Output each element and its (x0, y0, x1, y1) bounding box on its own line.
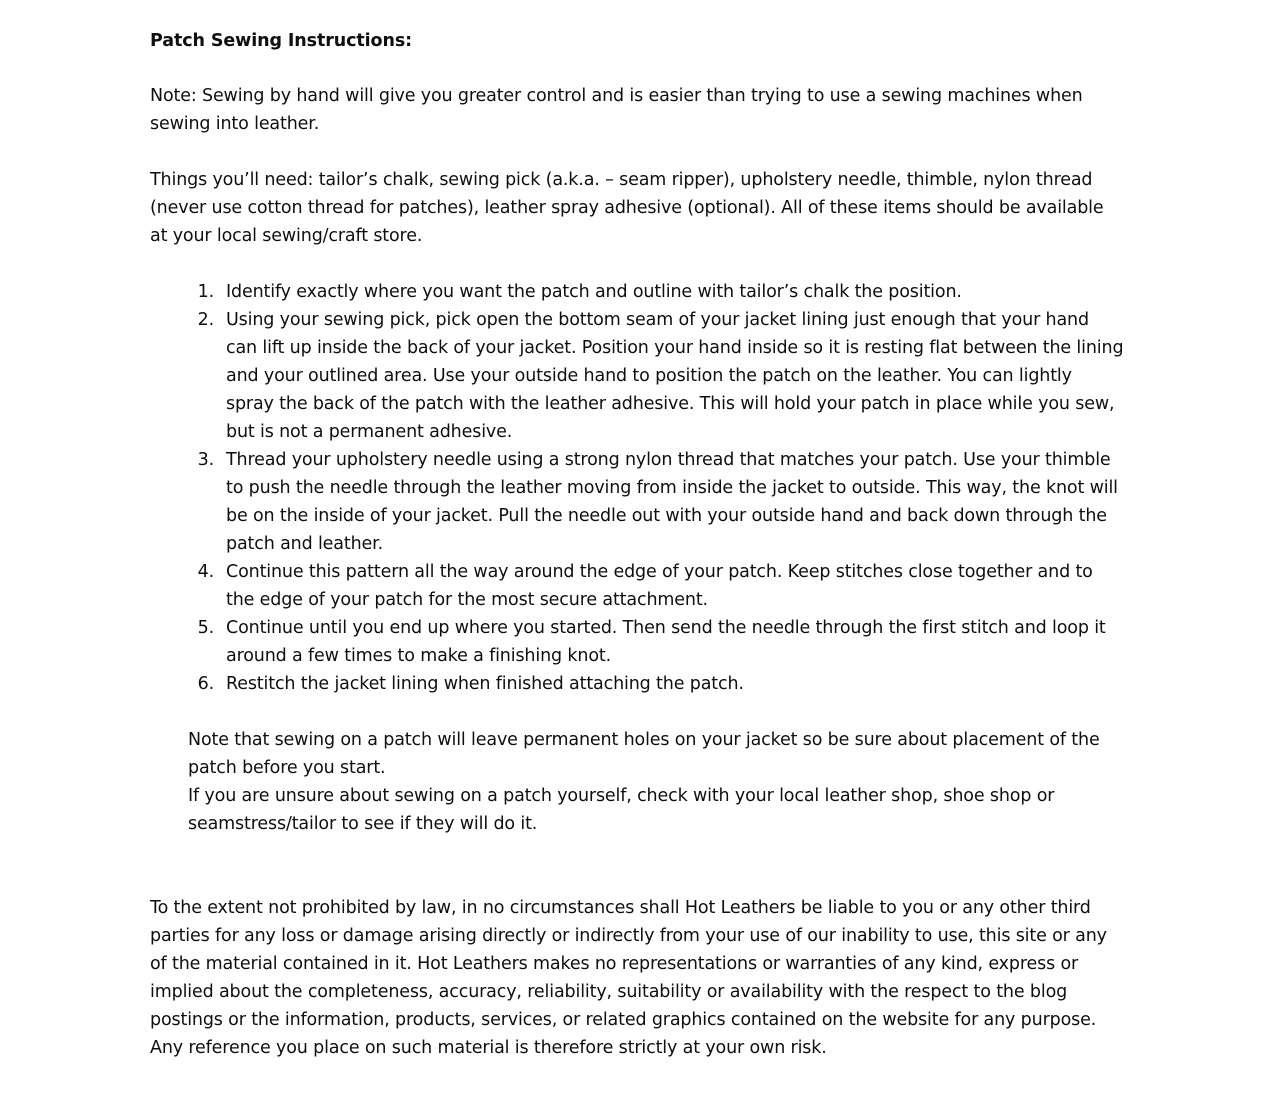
list-item: Restitch the jacket lining when finished attaching the patch. (226, 673, 744, 694)
legal-disclaimer: To the extent not prohibited by law, in no circumstances shall Hot Leathers be liable to you or any other third parties for any loss or damage arising directly or indirectly from your use of our inability to use, this site or any of the material contained in it. Hot Leathers makes no representations or warranties of any kind, express or implied about the completeness, accuracy, reliability, suitability or availability with the respect to the blog postings or the information, products, services, or related graphics contained on the website for any purpose. Any reference you place on such material is therefore strictly at your own risk. (150, 897, 1107, 1058)
closing-note-professional-help: If you are unsure about sewing on a patch yourself, check with your local leather shop, shoe shop or seamstress/tailor to see if they will do it. (188, 785, 1055, 834)
list-item: Continue until you end up where you started. Then send the needle through the first stitch and loop it around a few times to make a finishing knot. (226, 617, 1106, 666)
page-title: Patch Sewing Instructions: (150, 31, 413, 51)
list-item: Continue this pattern all the way around the edge of your patch. Keep stitches close together and to the edge of your patch for the most secure attachment. (226, 561, 1093, 610)
closing-note-placement: Note that sewing on a patch will leave permanent holes on your jacket so be sure about placement of the patch before you start. (188, 729, 1100, 778)
intro-note-paragraph: Note: Sewing by hand will give you greater control and is easier than trying to use a sewing machines when sewing into leather. (150, 85, 1083, 134)
list-item: Thread your upholstery needle using a strong nylon thread that matches your patch. Use your thimble to push the needle through the leather moving from inside the jacket to outside. This way, the knot will be on the inside of your jacket. Pull the needle out with your outside hand and back down through the patch and leather. (226, 449, 1118, 554)
instruction-steps-list (150, 278, 1125, 698)
closing-notes (150, 726, 1125, 838)
materials-paragraph: Things you’ll need: tailor’s chalk, sewing pick (a.k.a. – seam ripper), upholstery needle, thimble, nylon thread (never use cotton thread for patches), leather spray adhesive (optional). All of these items should be available at your local sewing/craft store. (150, 169, 1104, 246)
list-item: Identify exactly where you want the patch and outline with tailor’s chalk the position. (226, 281, 962, 302)
list-item: Using your sewing pick, pick open the bottom seam of your jacket lining just enough that your hand can lift up inside the back of your jacket. Position your hand inside so it is resting flat between the lining and your outlined area. Use your outside hand to position the patch on the leather. You can lightly spray the back of the patch with the leather adhesive. This will hold your patch in place while you sew, but is not a permanent adhesive. (226, 309, 1124, 442)
